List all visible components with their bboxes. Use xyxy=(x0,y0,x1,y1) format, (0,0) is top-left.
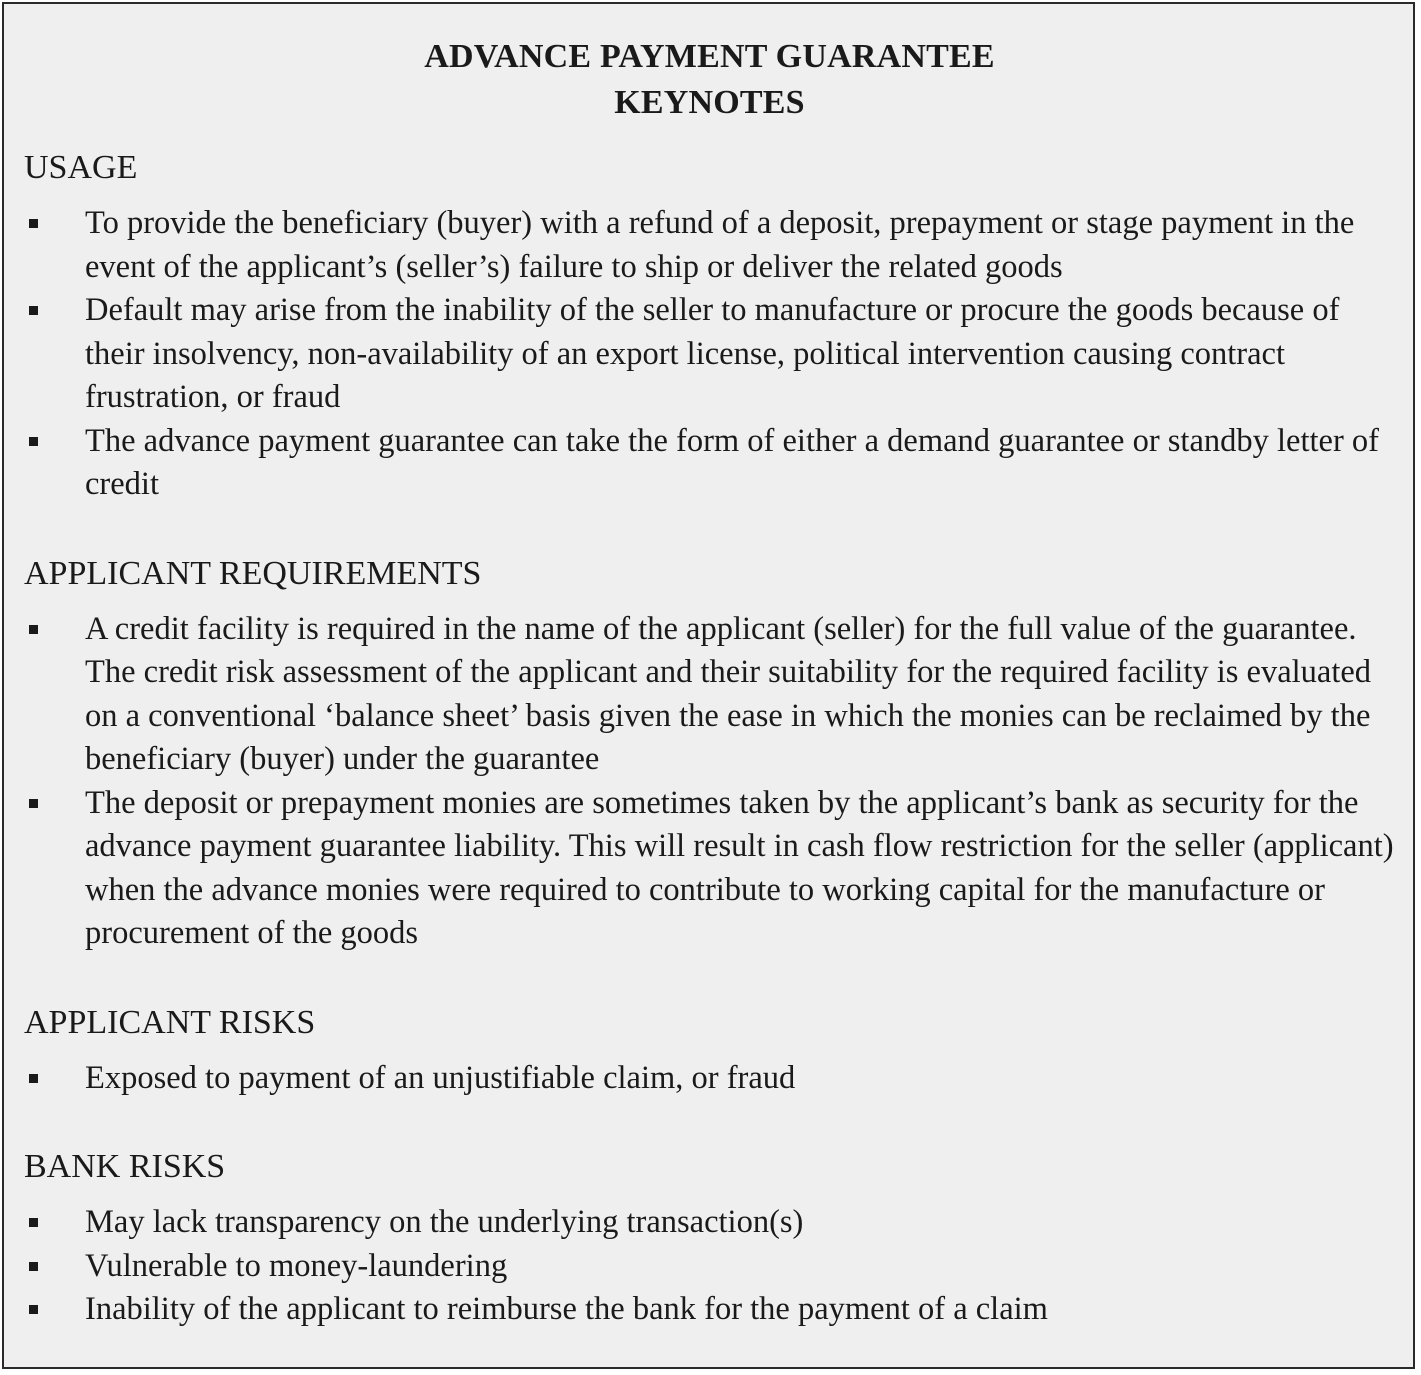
square-bullet-icon xyxy=(29,1262,38,1271)
list-item-text: Exposed to payment of an unjustifiable claim, or fraud xyxy=(85,1059,796,1096)
list-item-text: The advance payment guarantee can take the form of either a demand guarantee or standby letter of credit xyxy=(85,422,1379,502)
section-usage xyxy=(24,146,1395,507)
square-bullet-icon xyxy=(29,1218,38,1227)
list-item xyxy=(24,608,1395,782)
list-item xyxy=(24,782,1395,956)
list-item-text: Vulnerable to money-laundering xyxy=(85,1247,508,1284)
list-item xyxy=(24,289,1395,420)
section-applicant-requirements xyxy=(24,552,1395,956)
list-item xyxy=(24,202,1395,289)
list-item xyxy=(24,420,1395,507)
list-item xyxy=(24,1288,1395,1332)
list-item-text: May lack transparency on the underlying transaction(s) xyxy=(85,1204,804,1240)
list-item xyxy=(24,1201,1395,1245)
title-line-2: KEYNOTES xyxy=(614,84,805,121)
section-heading-usage: USAGE xyxy=(24,149,138,186)
applicant-risks-list xyxy=(24,1057,1395,1101)
section-heading-applicant-requirements: APPLICANT REQUIREMENTS xyxy=(24,554,482,592)
list-item-text: Inability of the applicant to reimburse the bank for the payment of a claim xyxy=(85,1291,1048,1327)
document-title xyxy=(24,34,1395,126)
section-heading-bank-risks: BANK RISKS xyxy=(24,1148,226,1185)
square-bullet-icon xyxy=(29,219,38,228)
square-bullet-icon xyxy=(29,799,38,808)
bank-risks-list xyxy=(24,1201,1395,1332)
list-item-text: Default may arise from the inability of the seller to manufacture or procure the goods because of their insolvency, non-availability of an export license, political intervention causing contract frustration, or fraud xyxy=(85,292,1340,415)
square-bullet-icon xyxy=(29,437,38,446)
section-heading-applicant-risks: APPLICANT RISKS xyxy=(24,1003,316,1041)
applicant-requirements-list xyxy=(24,608,1395,956)
section-applicant-risks xyxy=(24,1001,1395,1101)
square-bullet-icon xyxy=(29,625,38,634)
list-item xyxy=(24,1245,1395,1289)
section-bank-risks xyxy=(24,1145,1395,1332)
list-item-text: A credit facility is required in the name of the applicant (seller) for the full value of the guarantee. The credit risk assessment of the applicant and their suitability for the required facility is evaluated on a conventional ‘balance sheet’ basis given the ease in which the monies can be reclaimed by the beneficiary (buyer) under the guarantee xyxy=(85,610,1372,777)
list-item-text: The deposit or prepayment monies are sometimes taken by the applicant’s bank as security for the advance payment guarantee liability. This will result in cash flow restriction for the seller (applicant) when the advance monies were required to contribute to working capital for the manufacture or procurement of the goods xyxy=(85,784,1394,951)
usage-list xyxy=(24,202,1395,507)
title-line-1: ADVANCE PAYMENT GUARANTEE xyxy=(424,38,995,75)
list-item xyxy=(24,1057,1395,1101)
square-bullet-icon xyxy=(29,306,38,315)
square-bullet-icon xyxy=(29,1074,38,1083)
list-item-text: To provide the beneficiary (buyer) with a refund of a deposit, prepayment or stage payment in the event of the applicant’s (seller’s) failure to ship or deliver the related goods xyxy=(85,205,1355,285)
keynotes-panel xyxy=(2,2,1415,1369)
square-bullet-icon xyxy=(29,1305,38,1314)
